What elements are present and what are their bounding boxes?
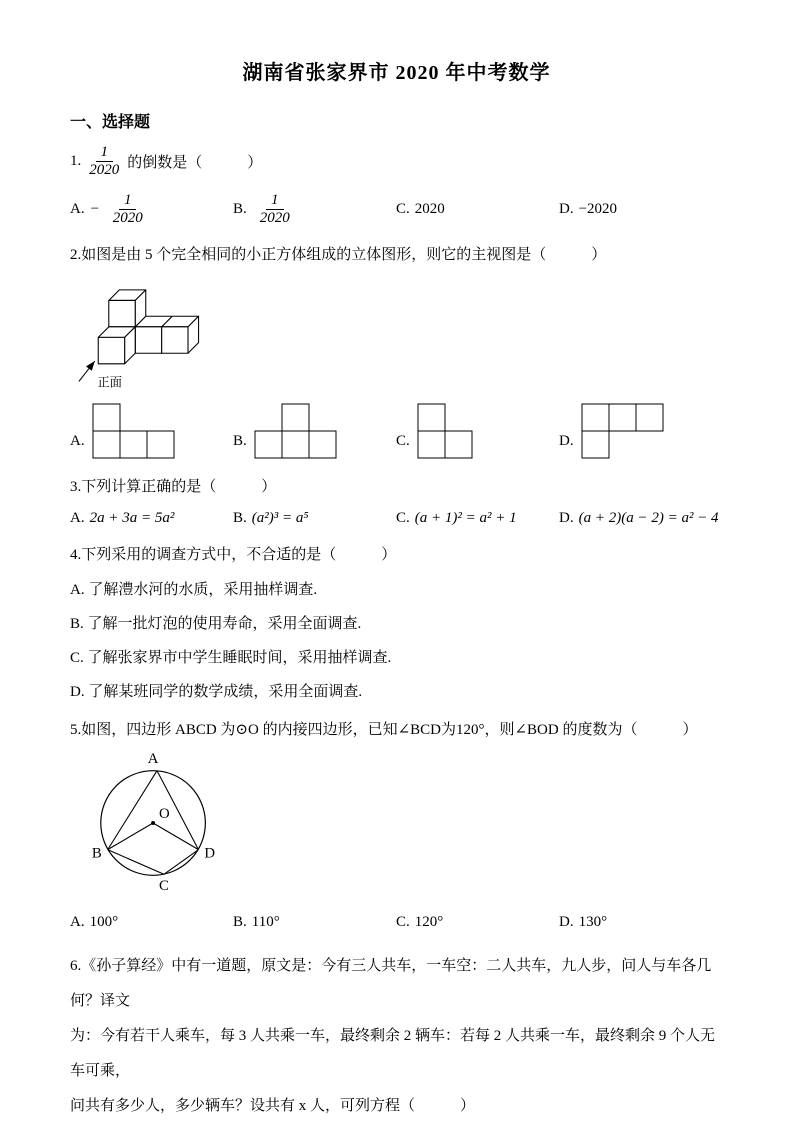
question-5-options bbox=[70, 914, 723, 931]
page-title: 湖南省张家界市 2020 年中考数学 bbox=[242, 62, 551, 84]
q5-option-a-label: A. bbox=[70, 914, 85, 930]
q3-option-b-label: B. bbox=[233, 510, 247, 526]
q2-option-a bbox=[70, 403, 233, 459]
q1-option-b-numerator: 1 bbox=[266, 192, 284, 210]
q1-option-d-value: −2020 bbox=[578, 200, 618, 217]
question-4-stem: 4.下列采用的调查方式中，不合适的是（ ） bbox=[70, 547, 397, 563]
q3-option-d-label: D. bbox=[559, 510, 574, 526]
q5-option-a bbox=[70, 914, 233, 931]
q1-option-a-numerator: 1 bbox=[119, 192, 137, 210]
q3-option-b bbox=[233, 510, 396, 527]
q1-option-b bbox=[233, 192, 396, 228]
q2-option-c bbox=[396, 403, 559, 459]
vertex-label-a: A bbox=[147, 750, 159, 767]
q1-stem-text: 的倒数是（ ） bbox=[127, 155, 263, 172]
q2-option-c-label: C. bbox=[396, 433, 410, 449]
q2-option-d-label: D. bbox=[559, 433, 574, 449]
q6-line-1: 6.《孙子算经》中有一道题，原文是：今有三人共车，一车空：二人共车，九人步，问人与车各几何？译文 bbox=[70, 958, 712, 1009]
q3-option-d bbox=[559, 510, 723, 527]
q4-option-c: C. 了解张家界市中学生睡眠时间，采用抽样调查. bbox=[70, 650, 392, 666]
q1-option-a bbox=[70, 192, 233, 228]
q1-option-b-label: B. bbox=[233, 200, 247, 217]
q2-option-b-label: B. bbox=[233, 433, 247, 449]
q5-figure bbox=[74, 749, 723, 902]
q3-option-d-formula: (a + 2)(a − 2) = a² − 4 bbox=[578, 510, 719, 526]
q5-option-c-label: C. bbox=[396, 914, 410, 930]
q1-option-a-sign: − bbox=[89, 200, 100, 217]
q1-option-b-fraction bbox=[255, 192, 295, 228]
q2-option-d bbox=[559, 403, 723, 459]
q3-option-b-formula: (a²)³ = a⁵ bbox=[251, 510, 309, 526]
q3-option-a-formula: 2a + 3a = 5a² bbox=[89, 510, 175, 526]
vertex-label-d: D bbox=[204, 845, 216, 862]
q1-option-c-value: 2020 bbox=[414, 200, 445, 217]
q1-option-d-label: D. bbox=[559, 200, 574, 217]
inscribed-quadrilateral-figure bbox=[74, 749, 242, 897]
q1-fraction bbox=[84, 144, 124, 180]
q2-option-c-shape bbox=[417, 403, 473, 459]
q4-option-a: A. 了解澧水河的水质，采用抽样调查. bbox=[70, 582, 318, 598]
section-heading: 一、选择题 bbox=[70, 114, 151, 131]
q5-option-a-value: 100° bbox=[89, 914, 119, 930]
q5-option-c-value: 120° bbox=[414, 914, 444, 930]
center-point bbox=[151, 821, 155, 825]
q1-fraction-denominator: 2020 bbox=[89, 162, 120, 179]
q4-option-b: B. 了解一批灯泡的使用寿命，采用全面调查. bbox=[70, 616, 362, 632]
q1-option-b-denominator: 2020 bbox=[259, 209, 290, 226]
q5-option-c bbox=[396, 914, 559, 931]
q1-option-a-fraction bbox=[108, 192, 148, 228]
q1-option-c-label: C. bbox=[396, 200, 410, 217]
question-6-stem bbox=[70, 949, 723, 1122]
vertex-label-b: B bbox=[91, 845, 102, 862]
q1-option-c bbox=[396, 201, 559, 218]
front-face-label: 正面 bbox=[97, 375, 122, 390]
q4-option-d: D. 了解某班同学的数学成绩，采用全面调查. bbox=[70, 684, 363, 700]
q5-option-b-value: 110° bbox=[251, 914, 280, 930]
q3-option-c bbox=[396, 510, 559, 527]
q3-option-c-formula: (a + 1)² = a² + 1 bbox=[414, 510, 517, 526]
question-2-stem: 2.如图是由 5 个完全相同的小正方体组成的立体图形，则它的主视图是（ ） bbox=[70, 247, 607, 263]
q5-option-b bbox=[233, 914, 396, 931]
question-1-stem bbox=[70, 144, 723, 180]
q3-option-a bbox=[70, 510, 233, 527]
q1-number: 1. bbox=[70, 153, 82, 170]
question-3-stem: 3.下列计算正确的是（ ） bbox=[70, 479, 277, 495]
vertex-label-c: C bbox=[158, 878, 169, 895]
q2-option-a-label: A. bbox=[70, 433, 85, 449]
q5-option-b-label: B. bbox=[233, 914, 247, 930]
q5-option-d-value: 130° bbox=[578, 914, 608, 930]
q2-option-b-shape bbox=[254, 403, 337, 459]
question-2-options bbox=[70, 403, 723, 459]
q2-option-d-shape bbox=[581, 403, 664, 459]
q1-option-d bbox=[559, 201, 723, 218]
front-arrow bbox=[79, 361, 95, 381]
q5-option-d bbox=[559, 914, 723, 931]
q3-option-c-label: C. bbox=[396, 510, 410, 526]
question-1-options bbox=[70, 192, 723, 228]
q2-figure bbox=[78, 274, 723, 397]
question-3-options bbox=[70, 510, 723, 527]
q6-line-3: 问共有多少人，多少辆车？设共有 x 人，可列方程（ ） bbox=[70, 1098, 476, 1114]
q1-option-a-label: A. bbox=[70, 200, 85, 217]
q5-option-d-label: D. bbox=[559, 914, 574, 930]
question-5-stem: 5.如图，四边形 ABCD 为⊙O 的内接四边形，已知∠BCD为120°，则∠BOD 的度数为（ ） bbox=[70, 722, 698, 738]
q1-option-a-denominator: 2020 bbox=[112, 209, 143, 226]
cube-solid-figure bbox=[78, 274, 210, 392]
q2-option-b bbox=[233, 403, 396, 459]
q1-fraction-numerator: 1 bbox=[96, 144, 114, 162]
q2-option-a-shape bbox=[92, 403, 175, 459]
q3-option-a-label: A. bbox=[70, 510, 85, 526]
center-label-o: O bbox=[158, 806, 170, 823]
q6-line-2: 为：今有若干人乘车，每 3 人共乘一车，最终剩余 2 辆车：若每 2 人共乘一车，最终剩余 9 个人无车可乘， bbox=[70, 1028, 716, 1079]
